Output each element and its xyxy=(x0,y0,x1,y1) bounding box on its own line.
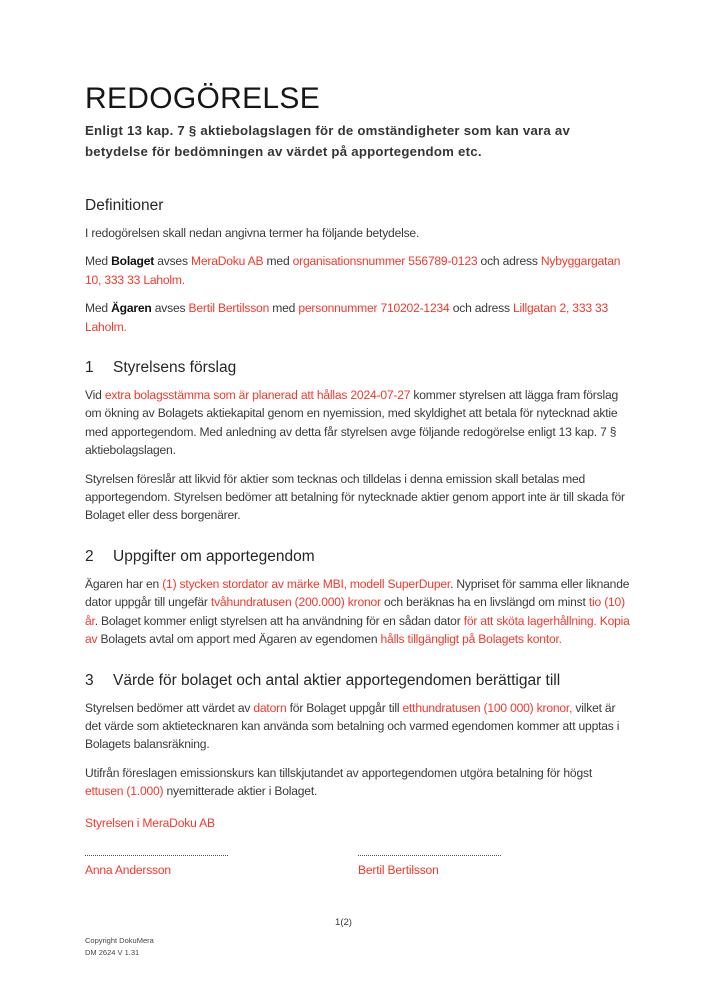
signature-dotted-line-right xyxy=(358,855,501,856)
signature-block-left xyxy=(85,855,358,877)
document-subtitle: Enligt 13 kap. 7 § aktiebolagslagen för de omständigheter som kan vara av betydelse för bedömningen av värdet på apportegendom etc. xyxy=(85,123,571,159)
signature-name-right: Bertil Bertilsson xyxy=(358,862,439,877)
section-3-paragraph-2: Utifrån föreslagen emissionskurs kan tillskjutandet av apportegendomen utgöra betalning för högst ettusen (1.000) nyemitterade aktier i Bolaget. xyxy=(85,765,592,799)
signature-dotted-line-left xyxy=(85,855,228,856)
definition-agaren: Med Ägaren avses Bertil Bertilsson med personnummer 710202-1234 och adress Lillgatan 2, 333 33 Laholm. xyxy=(85,301,609,334)
section-1-paragraph-1: Vid extra bolagsstämma som är planerad att hållas 2024-07-27 kommer styrelsen att lägga fram förslag om ökning av Bolagets aktiekapital genom en nyemission, med skyldighet att betala för nytecknad aktie med apportegendom. Med anledning av detta får styrelsen avge följande redogörelse enligt 13 kap. 7 § aktiebolagslagen. xyxy=(85,388,619,458)
signature-row xyxy=(85,855,633,877)
section-3-title: Värde för bolaget och antal aktier apportegendomen berättigar till xyxy=(113,671,561,689)
section-1-heading xyxy=(85,358,633,378)
definitions-intro: I redogörelsen skall nedan angivna termer ha följande betydelse. xyxy=(85,226,420,240)
definitions-heading: Definitioner xyxy=(85,197,164,214)
section-1-number: 1 xyxy=(85,359,94,377)
document-title: REDOGÖRELSE xyxy=(85,82,321,115)
section-3-paragraph-1: Styrelsen bedömer att värdet av datorn för Bolaget uppgår till etthundratusen (100 000) kronor, vilket är det värde som aktietecknaren kan använda som betalning och varmed egendomen kommer att upptas i Bolagets balansräkning. xyxy=(85,700,620,752)
section-1-title: Styrelsens förslag xyxy=(113,359,237,377)
section-2-title: Uppgifter om apportegendom xyxy=(113,547,315,565)
signature-block-right xyxy=(358,855,631,877)
document-id: DM 2624 V 1.31 xyxy=(85,947,140,957)
section-3-heading xyxy=(85,671,633,691)
copyright-line: Copyright DokuMera xyxy=(85,936,154,945)
closing-line: Styrelsen i MeraDoku AB xyxy=(85,815,215,830)
definition-bolaget: Med Bolaget avses MeraDoku AB med organisationsnummer 556789-0123 och adress Nybyggargatan 10, 333 33 Laholm. xyxy=(85,254,621,287)
page-number: 1(2) xyxy=(335,917,352,928)
section-2-paragraph-1: Ägaren har en (1) stycken stordator av märke MBI, modell SuperDuper. Nypriset för samma eller liknande dator uppgår till ungefär tvåhundratusen (200.000) kronor och beräknas ha en livslängd om minst tio (10) år. Bolaget kommer enligt styrelsen att ha användning för en sådan dator för att sköta lagerhållning. Kopia av Bolagets avtal om apport med Ägaren av egendomen hålls tillgängligt på Bolagets kontor. xyxy=(85,576,630,647)
document-content xyxy=(85,0,633,877)
section-3-number: 3 xyxy=(85,671,94,689)
section-1-paragraph-2: Styrelsen föreslår att likvid för aktier som tecknas och tilldelas i denna emission skall betalas med apportegendom. Styrelsen bedömer att betalning för nytecknade aktier genom apport inte är till skada för Bolaget eller dess borgenärer. xyxy=(85,471,625,523)
section-2-heading xyxy=(85,547,633,567)
signature-name-left: Anna Andersson xyxy=(85,862,171,877)
footer-copyright xyxy=(85,935,154,958)
section-2-number: 2 xyxy=(85,547,94,565)
